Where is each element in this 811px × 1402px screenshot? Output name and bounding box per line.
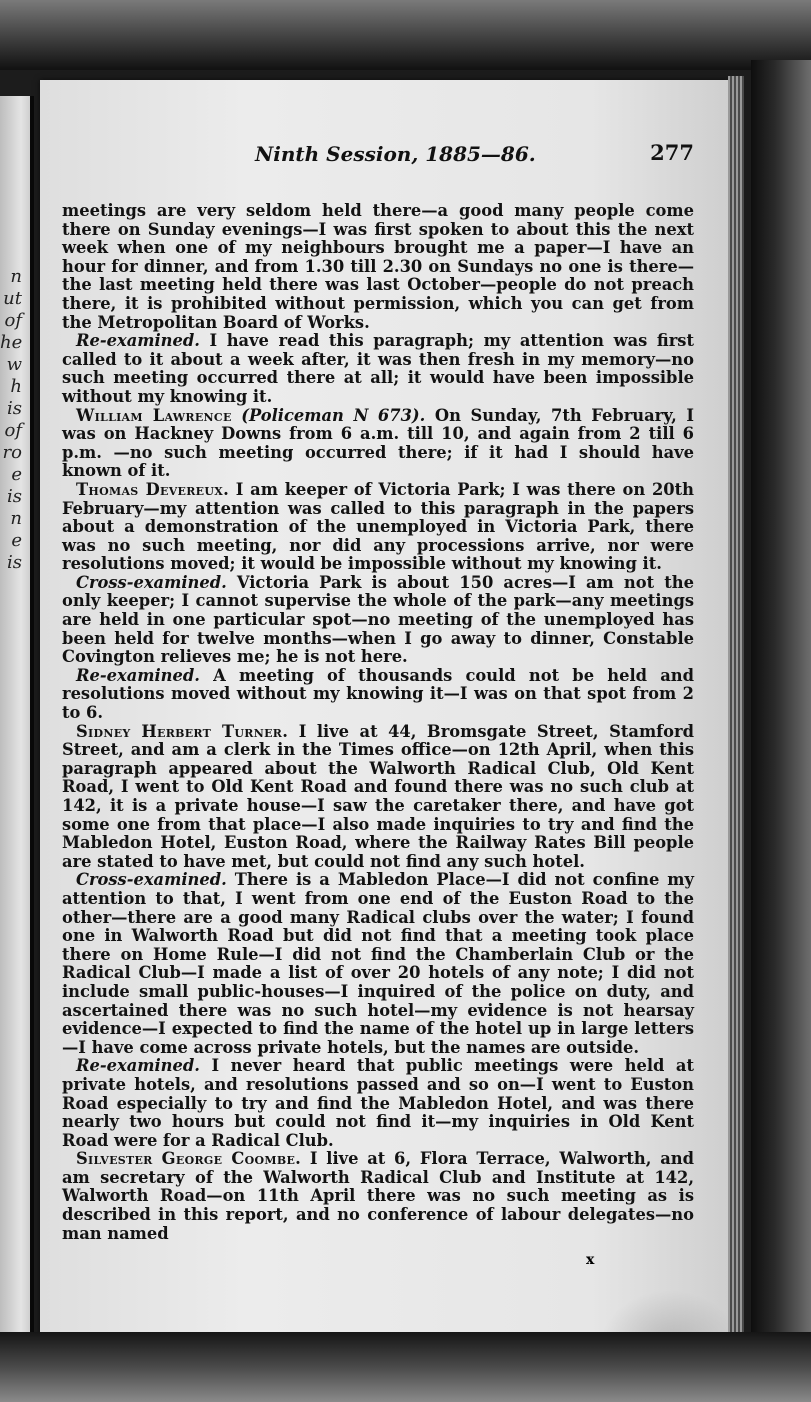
facing-page-text-fragments — [0, 266, 22, 574]
paragraph — [62, 332, 694, 406]
microfilm-right-border — [751, 60, 811, 1402]
fragment-line: of — [4, 420, 22, 441]
paragraph-lead: Re-examined. — [76, 331, 200, 351]
witness-name: Thomas Devereux. — [76, 479, 230, 499]
microfilm-top-border — [0, 0, 811, 70]
paragraph — [62, 407, 694, 481]
paragraph-text: I am keeper of Victoria Park; I was there on 20th February—my attention was called to this paragraph in the papers about a demonstration of the unemployed in Victoria Park, there was no such meeting, nor did any processions arrive, nor were resolutions moved; it would be impossible without my knowing it. — [62, 479, 694, 574]
fragment-line: w — [6, 354, 22, 375]
microfilm-bottom-border — [0, 1332, 811, 1402]
paragraph-text: A meeting of thousands could not be held and resolutions moved without my knowing it—I was on that spot from 2 to 6. — [62, 665, 694, 723]
document-page — [40, 80, 728, 1342]
paragraph-text: I live at 44, Bromsgate Street, Stamford Street, and am a clerk in the Times office—on 12th April, when this paragraph appeared about the Walworth Radical Club, Old Kent Road, I went to Old Kent Road and found there was no such club at 142, it is a private house—I saw the caretaker there, and have got some one from that place—I also made inquiries to try and find the Mabledon Hotel, Euston Road, where the Railway Rates Bill people are stated to have met, but could not find any such hotel. — [62, 721, 694, 871]
paragraph-lead: Cross-examined. — [76, 870, 227, 890]
paragraph-lead: Re-examined. — [76, 1056, 200, 1076]
fragment-line: n — [10, 508, 22, 529]
paragraph — [62, 1150, 694, 1243]
fragment-line: ro — [2, 442, 22, 463]
paragraph-lead: Cross-examined. — [76, 572, 227, 592]
paragraph-text: On Sunday, 7th February, I was on Hackney Downs from 6 a.m. till 10, and again from 2 till 6 p.m. —no such meeting occurred there; if it had I should have known of it. — [62, 405, 695, 481]
fragment-line: of — [4, 310, 22, 331]
fragment-line: n — [10, 266, 22, 287]
facing-page-edge — [0, 96, 34, 1336]
paragraph-text: meetings are very seldom held there—a good many people come there on Sunday evenings—I was first spoken to about this the next week when one of my neighbours brought me a paper—I have an hour for dinner, and from 1.30 till 2.30 on Sundays no one is there—the last meeting held there was last October—people do not preach there, it is prohibited without permission, which you can get from the Metropolitan Board of Works. — [62, 201, 694, 332]
paragraph — [62, 202, 694, 332]
testimony-body — [62, 202, 694, 1243]
witness-name: Silvester George Coombe. — [76, 1149, 302, 1169]
paragraph — [62, 1057, 694, 1150]
paragraph — [62, 481, 694, 574]
witness-role: (Policeman N 673). — [241, 405, 426, 425]
paragraph — [62, 574, 694, 667]
fragment-line: h — [10, 376, 22, 397]
fragment-line: is — [7, 486, 22, 507]
fragment-line: e — [11, 530, 22, 551]
paragraph-text: There is a Mabledon Place—I did not confine my attention to that, I went from one end of the Euston Road to the other—there are a good many Radical clubs over the water; I found one in Walworth Road but did not find that a meeting took place there on Home Rule—I did not find the Chamberlain Club or the Radical Club—I made a list of over 20 hotels of any note; I did not include small public-houses—I inquired of the police on duty, and ascertained there was no such hotel—my evidence is not hearsay evidence—I expected to find the name of the hotel up in large letters—I have come across private hotels, but the names are outside. — [62, 870, 694, 1057]
fragment-line: ut — [3, 288, 22, 309]
page-header — [40, 140, 694, 176]
paragraph-lead: Re-examined. — [76, 665, 200, 685]
book-page-edges — [728, 76, 744, 1344]
paragraph-text: I live at 6, Flora Terrace, Walworth, and am secretary of the Walworth Radical Club and Institute at 142, Walworth Road—on 11th April there was no such meeting as is described in this report, and no conference of labour delegates—no man named — [62, 1149, 694, 1243]
signature-mark: x — [586, 1252, 595, 1268]
running-title: Ninth Session, 1885—86. — [255, 142, 536, 166]
paragraph — [62, 871, 694, 1057]
fragment-line: he — [0, 332, 23, 353]
paragraph — [62, 723, 694, 872]
paragraph — [62, 667, 694, 723]
fragment-line: is — [7, 552, 22, 573]
page-number: 277 — [650, 140, 694, 165]
paragraph-text: I have read this paragraph; my attention was first called to it about a week after, it was then fresh in my memory—no such meeting occurred there at all; it would have been impossible without my knowing it. — [62, 331, 694, 406]
fragment-line: is — [7, 398, 22, 419]
witness-name: Sidney Herbert Turner. — [76, 721, 289, 741]
paragraph-text: Victoria Park is about 150 acres—I am not the only keeper; I cannot supervise the whole of the park—any meetings are held in one particular spot—no meeting of the unemployed has been held for twelve months—when I go away to dinner, Constable Covington relieves me; he is not here. — [62, 572, 694, 667]
witness-name: William Lawrence — [76, 405, 232, 425]
fragment-line: e — [11, 464, 22, 485]
paragraph-text: I never heard that public meetings were held at private hotels, and resolutions passed and so on—I went to Euston Road especially to try and find the Mabledon Hotel, and was there nearly two hours but could not find it—my inquiries in Old Kent Road were for a Radical Club. — [62, 1056, 694, 1150]
